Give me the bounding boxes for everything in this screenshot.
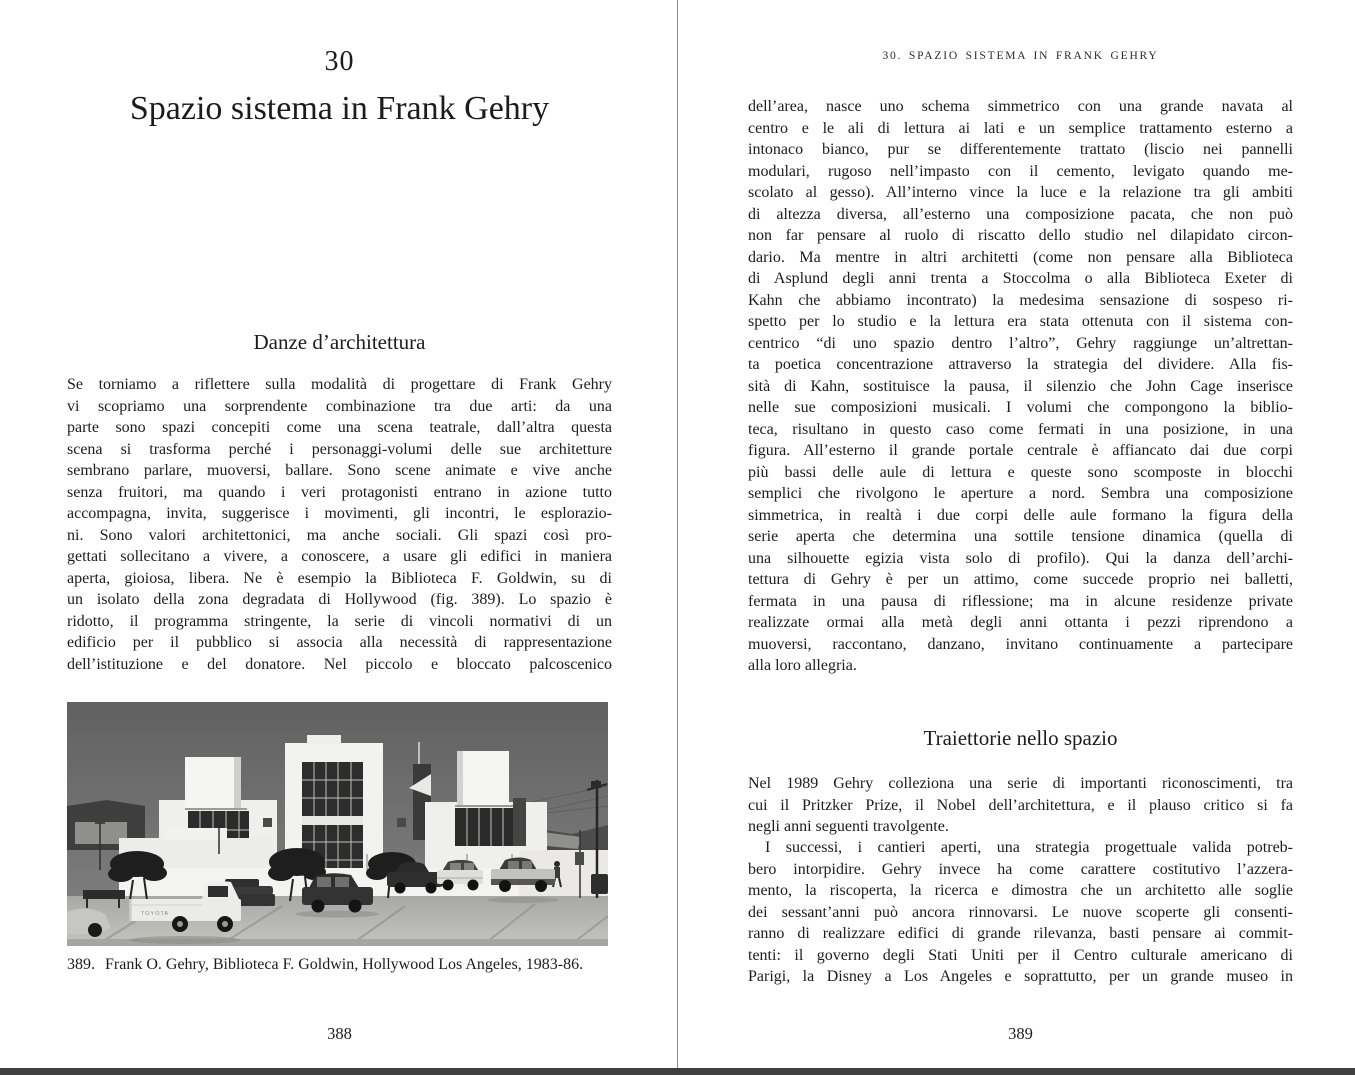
- text-line: centrico “di uno spazio dentro l’altro”, Gehry raggiunge un’altrettan-: [748, 334, 1293, 352]
- text-line: ranno di realizzare edifici di grande rilevanza, basti pensare ai commit-: [748, 925, 1293, 942]
- text-line: accompagna, invita, suggerisce i movimenti, gli incontri, le esplorazio-: [67, 505, 612, 522]
- text-line: dario. Ma mentre in altri architetti (come non pensare alla Biblioteca: [748, 248, 1293, 266]
- text-line: sità di Kahn, sostituisce la pausa, il silenzio che John Cage inserisce: [748, 377, 1293, 395]
- text-line: simmetrica, in realtà i due corpi delle aule formano la figura della: [748, 506, 1293, 524]
- section-heading-traiettorie: Traiettorie nello spazio: [923, 726, 1118, 750]
- text-line: semplici che rivolgono le aperture a nord. Sembra una composizione: [748, 485, 1293, 502]
- text-line: vi scopriamo una sorprendente combinazione tra due arti: da una: [67, 397, 612, 415]
- text-line: Kahn che abbiamo incontrato) la medesima sensazione di sospeso ri-: [748, 291, 1293, 309]
- text-line: senza fruitori, ma quando i veri protagonisti entrano in azione tutto: [67, 483, 612, 501]
- page-number-left: 388: [327, 1024, 352, 1043]
- atrium-balcony-band: [302, 816, 363, 825]
- text-line: scena si trasforma perché i personaggi-volumi delle sue architetture: [67, 440, 612, 458]
- text-line: gettati sollecitano a vivere, a conoscere, a usare gli edifici in maniera: [67, 548, 612, 565]
- text-line: dell’area, nasce uno schema simmetrico con una grande navata al: [748, 98, 1293, 115]
- body-paragraph: [748, 96, 1293, 677]
- text-line: dell’istituzione e del donatore. Nel piccolo e bloccato palcoscenico: [67, 655, 612, 673]
- text-line: modulari, rugoso nell’impasto con il cemento, levigato quando me-: [748, 162, 1293, 180]
- left-cube: [185, 757, 241, 809]
- text-line: spetto per lo studio e la lettura era stata ottenuta con il sistema con-: [748, 313, 1293, 330]
- text-line: aperta, gioiosa, libera. Ne è esempio la Biblioteca F. Goldwin, su di: [67, 569, 612, 587]
- text-line: dei sessant’anni può ancora rinnovarsi. Le nuove scoperte gli consenti-: [748, 903, 1293, 921]
- body-paragraph: [67, 374, 612, 675]
- text-line: non far pensare al ruolo di riscatto dello studio nel dilapidato circon-: [748, 227, 1293, 244]
- text-line: ni. Sono valori architettonici, ma anche sociali. Gli spazi così pro-: [67, 526, 612, 544]
- text-line: realizzate ormai alla metà degli anni ottanta i pezzi riprendono a: [748, 614, 1293, 631]
- text-line: centro e le ali di lettura ai lati e un semplice trattamento esterno a: [748, 119, 1293, 137]
- figure-caption-text: Frank O. Gehry, Biblioteca F. Goldwin, Hollywood Los Angeles, 1983-86.: [105, 956, 584, 973]
- text-line: Parigi, la Disney a Los Angeles e soprattutto, per un grande museo in: [748, 968, 1293, 985]
- text-line: teca, risultano in questo caso come fermati in una posizione, in una: [748, 420, 1293, 438]
- text-line: di Asplund degli anni trenta a Stoccolma o alla Biblioteca Exeter di: [748, 270, 1293, 287]
- page-gutter-line: [677, 0, 678, 1068]
- text-line: alla loro allegria.: [748, 657, 857, 674]
- page-number-right: 389: [1008, 1024, 1033, 1043]
- scan-edge-bar: [0, 1068, 1355, 1075]
- text-line: ridotto, il programma stringente, la serie di vincoli normativi di un: [67, 612, 612, 630]
- text-line: muoversi, raccontano, danzano, invitano continuamente a partecipare: [748, 635, 1293, 653]
- text-line: Nel 1989 Gehry colleziona una serie di importanti riconoscimenti, tra: [748, 775, 1293, 792]
- text-line: figura. All’esterno il grande portale centrale è affiancato dai due corpi: [748, 442, 1293, 459]
- text-line: tettura di Gehry è per un attimo, come succede proprio nei balletti,: [748, 571, 1293, 588]
- building-photo-illustration: [67, 702, 608, 946]
- text-line: parte sono spazi concepiti come una scena teatrale, dall’altra questa: [67, 419, 612, 436]
- body-paragraph: [748, 837, 1293, 988]
- text-line: bero intorpidire. Gehry invece ha come carattere costitutivo l’azzera-: [748, 860, 1293, 878]
- text-line: edificio per il pubblico si associa alla necessità di rappresentazione: [67, 634, 612, 651]
- running-header: 30. SPAZIO SISTEMA IN FRANK GEHRY: [882, 50, 1159, 62]
- chapter-title: Spazio sistema in Frank Gehry: [129, 90, 550, 127]
- page-right: [748, 0, 1293, 1068]
- figure-caption: [67, 956, 612, 974]
- text-line: cui il Pritzker Prize, il Nobel dell’architettura, e il plauso critico si fa: [748, 796, 1293, 814]
- body-paragraph: [748, 773, 1293, 838]
- page-left: [67, 0, 612, 1068]
- text-line: mento, la riscoperta, la ricerca e dimostra che un architetto alle soglie: [748, 882, 1293, 899]
- text-line: scolato al gesso). All’interno vince la luce e la relazione tra gli ambiti: [748, 184, 1293, 201]
- text-line: tenti: il governo degli Stati Uniti per il Centro culturale americano di: [748, 946, 1293, 964]
- section-heading-danze: Danze d’architettura: [253, 330, 426, 354]
- figure-photo: [67, 702, 608, 946]
- text-line: ta poetica concentrazione attraverso la strategia del dividere. Alla fis-: [748, 356, 1293, 373]
- text-line: nelle sue composizioni musicali. I volumi che compongono la biblio-: [748, 399, 1293, 416]
- right-cube: [457, 751, 509, 805]
- text-line: negli anni seguenti travolgente.: [748, 818, 949, 835]
- text-line: I successi, i cantieri aperti, una strategia progettuale valida potreb-: [765, 839, 1293, 856]
- text-line: Se torniamo a riflettere sulla modalità di progettare di Frank Gehry: [67, 376, 612, 393]
- text-line: un isolato della zona degradata di Hollywood (fig. 389). Lo spazio è: [67, 591, 612, 608]
- text-line: di altezza diversa, all’esterno una composizione pacata, che non può: [748, 205, 1293, 223]
- chapter-number: 30: [324, 46, 355, 77]
- text-line: più bassi delle aule di lettura e queste sono scomposte in blocchi: [748, 463, 1293, 481]
- text-line: sembrano parlare, muoversi, ballare. Sono scene animate e vive anche: [67, 462, 612, 479]
- text-line: intonaco bianco, pur se differentemente trattato (liscio nei pannelli: [748, 141, 1293, 158]
- text-line: una silhouette egizia vista solo di profilo). Qui la danza dell’archi-: [748, 549, 1293, 567]
- text-line: fermata in una pausa di riflessione; ma in alcune residenze private: [748, 592, 1293, 610]
- text-line: serie aperta che determina una sottile tensione dinamica (quella di: [748, 528, 1293, 545]
- figure-caption-number: 389.: [67, 956, 95, 973]
- truck-tailgate-label: TOYOTA: [141, 911, 170, 917]
